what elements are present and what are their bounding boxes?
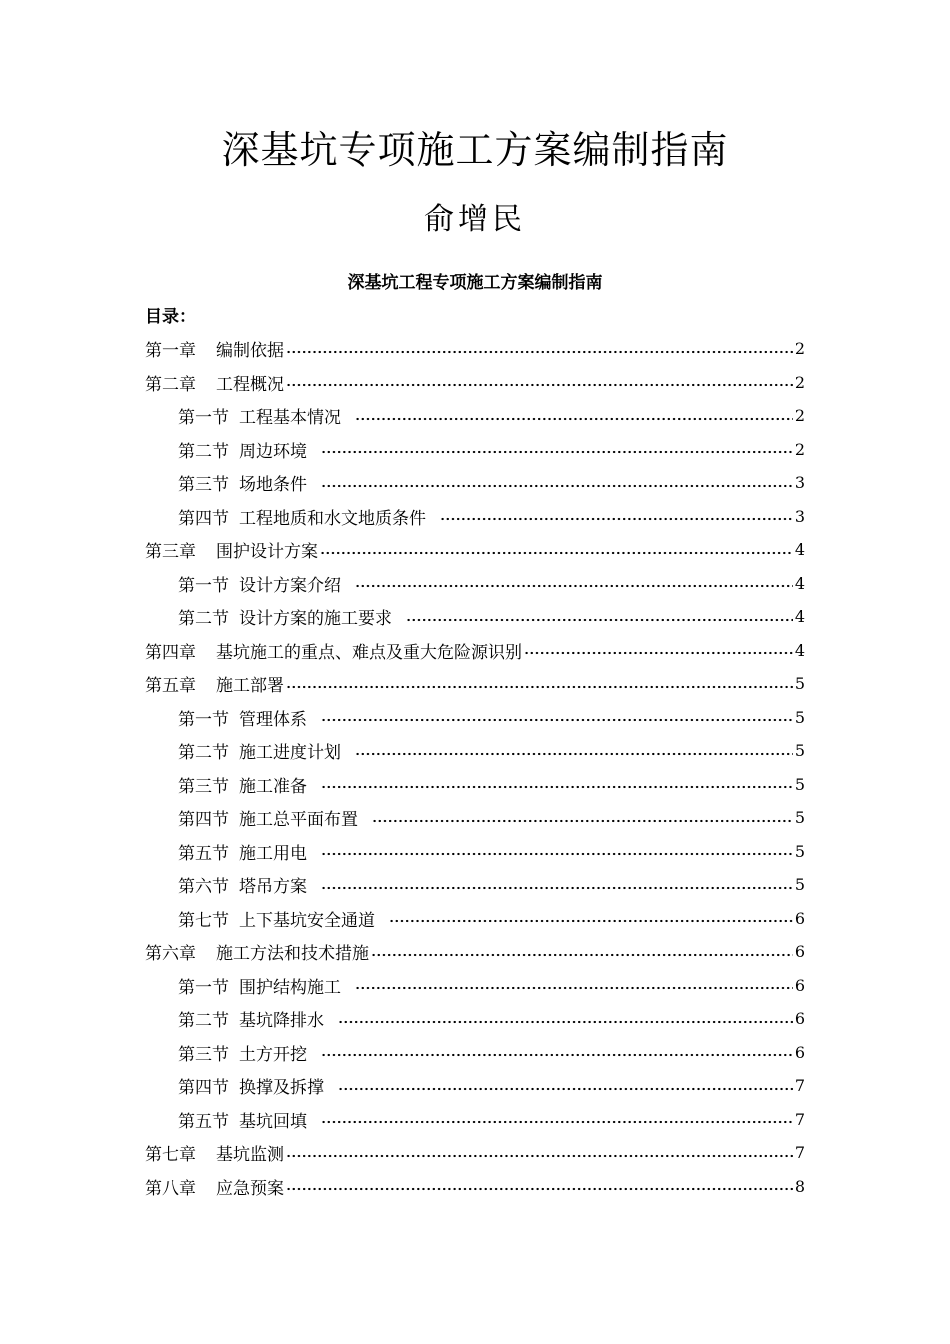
toc-dot-leader	[524, 651, 793, 655]
toc-entry-page: 6	[794, 1009, 805, 1029]
toc-entry-page: 3	[794, 473, 805, 493]
toc-entry-chapter[interactable]	[145, 1170, 805, 1204]
toc-entry-title: 基坑施工的重点、难点及重大危险源识别	[216, 642, 522, 663]
toc-entry-title: 施工总平面布置	[239, 810, 358, 831]
toc-entry-number: 第二节	[178, 743, 229, 764]
toc-entry-page: 5	[794, 707, 805, 727]
toc-dot-leader	[286, 1187, 793, 1191]
toc-dot-leader	[321, 785, 793, 789]
toc-entry-section[interactable]	[145, 1103, 805, 1137]
toc-entry-number: 第六章	[145, 944, 196, 965]
toc-entry-number: 第一节	[178, 977, 229, 998]
toc-entry-page: 6	[794, 1042, 805, 1062]
toc-dot-leader	[440, 517, 793, 521]
toc-dot-leader	[372, 819, 793, 823]
toc-entry-title: 基坑监测	[216, 1145, 284, 1166]
toc-entry-chapter[interactable]	[145, 366, 805, 400]
table-of-contents	[145, 332, 805, 1203]
toc-entry-page: 4	[794, 573, 805, 593]
toc-entry-section[interactable]	[145, 969, 805, 1003]
toc-entry-title: 施工准备	[239, 776, 307, 797]
toc-entry-number: 第一章	[145, 341, 196, 362]
toc-entry-number: 第四节	[178, 508, 229, 529]
toc-entry-section[interactable]	[145, 500, 805, 534]
toc-entry-title: 围护结构施工	[239, 977, 341, 998]
toc-entry-number: 第七章	[145, 1145, 196, 1166]
toc-label: 目录：	[145, 307, 196, 327]
toc-dot-leader	[371, 953, 793, 957]
toc-entry-section[interactable]	[145, 567, 805, 601]
toc-entry-number: 第二节	[178, 1011, 229, 1032]
toc-dot-leader	[286, 685, 793, 689]
toc-dot-leader	[321, 852, 793, 856]
toc-entry-number: 第七节	[178, 910, 229, 931]
toc-entry-section[interactable]	[145, 1069, 805, 1103]
toc-entry-section[interactable]	[145, 902, 805, 936]
toc-entry-number: 第二节	[178, 609, 229, 630]
toc-entry-page: 4	[794, 540, 805, 560]
toc-entry-section[interactable]	[145, 701, 805, 735]
toc-dot-leader	[355, 752, 793, 756]
toc-entry-page: 8	[794, 1176, 805, 1196]
toc-entry-chapter[interactable]	[145, 634, 805, 668]
toc-dot-leader	[355, 986, 793, 990]
toc-entry-number: 第五章	[145, 676, 196, 697]
toc-entry-title: 应急预案	[216, 1178, 284, 1199]
toc-entry-title: 施工用电	[239, 843, 307, 864]
toc-entry-title: 管理体系	[239, 709, 307, 730]
toc-entry-number: 第四节	[178, 810, 229, 831]
toc-dot-leader	[320, 551, 793, 555]
toc-entry-page: 6	[794, 975, 805, 995]
toc-entry-title: 工程地质和水文地质条件	[239, 508, 426, 529]
toc-entry-page: 5	[794, 875, 805, 895]
toc-entry-title: 基坑降排水	[239, 1011, 324, 1032]
toc-heading: 深基坑工程专项施工方案编制指南	[347, 273, 603, 293]
toc-dot-leader	[286, 383, 793, 387]
toc-entry-page: 4	[794, 640, 805, 660]
toc-entry-title: 场地条件	[239, 475, 307, 496]
toc-entry-number: 第三节	[178, 776, 229, 797]
toc-dot-leader	[321, 1120, 793, 1124]
toc-entry-number: 第一节	[178, 709, 229, 730]
toc-entry-title: 塔吊方案	[239, 877, 307, 898]
toc-entry-page: 6	[794, 942, 805, 962]
toc-dot-leader	[321, 484, 793, 488]
toc-dot-leader	[406, 618, 793, 622]
toc-entry-title: 周边环境	[239, 441, 307, 462]
toc-entry-number: 第六节	[178, 877, 229, 898]
toc-dot-leader	[321, 886, 793, 890]
toc-entry-page: 5	[794, 808, 805, 828]
toc-entry-number: 第二节	[178, 441, 229, 462]
toc-entry-section[interactable]	[145, 1002, 805, 1036]
toc-entry-number: 第八章	[145, 1178, 196, 1199]
toc-entry-chapter[interactable]	[145, 332, 805, 366]
toc-entry-section[interactable]	[145, 734, 805, 768]
toc-entry-page: 4	[794, 607, 805, 627]
toc-entry-number: 第三章	[145, 542, 196, 563]
toc-entry-page: 7	[794, 1109, 805, 1129]
toc-entry-section[interactable]	[145, 466, 805, 500]
toc-entry-section[interactable]	[145, 600, 805, 634]
toc-entry-section[interactable]	[145, 433, 805, 467]
toc-dot-leader	[286, 350, 793, 354]
toc-entry-section[interactable]	[145, 399, 805, 433]
author-name: 俞增民	[424, 202, 526, 237]
toc-entry-title: 上下基坑安全通道	[239, 910, 375, 931]
toc-entry-number: 第二章	[145, 374, 196, 395]
toc-entry-page: 5	[794, 774, 805, 794]
toc-entry-chapter[interactable]	[145, 935, 805, 969]
toc-entry-title: 工程基本情况	[239, 408, 341, 429]
toc-entry-title: 基坑回填	[239, 1111, 307, 1132]
toc-entry-page: 5	[794, 741, 805, 761]
toc-dot-leader	[338, 1020, 793, 1024]
toc-entry-section[interactable]	[145, 801, 805, 835]
toc-entry-number: 第三节	[178, 475, 229, 496]
toc-entry-page: 2	[794, 439, 805, 459]
toc-entry-number: 第一节	[178, 575, 229, 596]
toc-entry-title: 工程概况	[216, 374, 284, 395]
toc-entry-title: 编制依据	[216, 341, 284, 362]
toc-dot-leader	[338, 1087, 793, 1091]
toc-dot-leader	[321, 1053, 793, 1057]
document-title: 深基坑专项施工方案编制指南	[221, 128, 729, 172]
toc-entry-number: 第五节	[178, 1111, 229, 1132]
toc-entry-section[interactable]	[145, 1036, 805, 1070]
toc-entry-title: 围护设计方案	[216, 542, 318, 563]
toc-entry-section[interactable]	[145, 835, 805, 869]
toc-dot-leader	[321, 718, 793, 722]
toc-entry-page: 5	[794, 841, 805, 861]
toc-entry-page: 3	[794, 506, 805, 526]
toc-entry-page: 2	[794, 339, 805, 359]
toc-entry-page: 2	[794, 406, 805, 426]
toc-entry-number: 第一节	[178, 408, 229, 429]
toc-entry-section[interactable]	[145, 868, 805, 902]
toc-entry-title: 设计方案介绍	[239, 575, 341, 596]
toc-entry-chapter[interactable]	[145, 533, 805, 567]
toc-entry-title: 施工进度计划	[239, 743, 341, 764]
toc-dot-leader	[286, 1154, 793, 1158]
toc-entry-number: 第四章	[145, 642, 196, 663]
toc-entry-title: 换撑及拆撑	[239, 1078, 324, 1099]
toc-entry-page: 2	[794, 372, 805, 392]
toc-dot-leader	[355, 417, 793, 421]
toc-entry-title: 设计方案的施工要求	[239, 609, 392, 630]
toc-entry-page: 6	[794, 908, 805, 928]
toc-entry-number: 第五节	[178, 843, 229, 864]
toc-entry-page: 5	[794, 674, 805, 694]
toc-entry-number: 第三节	[178, 1044, 229, 1065]
toc-dot-leader	[321, 450, 793, 454]
toc-entry-title: 施工方法和技术措施	[216, 944, 369, 965]
toc-entry-page: 7	[794, 1143, 805, 1163]
toc-entry-chapter[interactable]	[145, 1136, 805, 1170]
toc-entry-page: 7	[794, 1076, 805, 1096]
toc-entry-section[interactable]	[145, 768, 805, 802]
toc-entry-chapter[interactable]	[145, 667, 805, 701]
toc-entry-number: 第四节	[178, 1078, 229, 1099]
toc-entry-title: 施工部署	[216, 676, 284, 697]
toc-dot-leader	[389, 919, 793, 923]
toc-dot-leader	[355, 584, 793, 588]
toc-entry-title: 土方开挖	[239, 1044, 307, 1065]
